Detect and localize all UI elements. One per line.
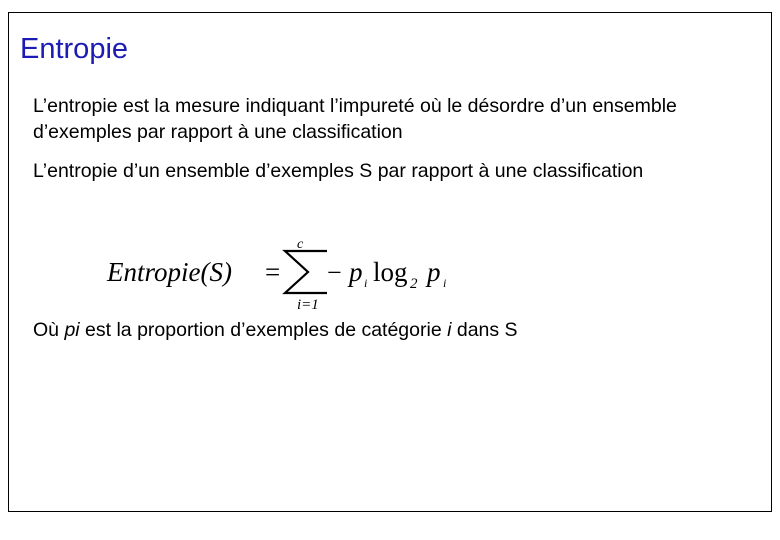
slide-frame: [8, 12, 772, 512]
formula-minus: −: [327, 258, 342, 287]
formula-sub2: i: [443, 276, 447, 290]
formula-log-base: 2: [410, 276, 418, 292]
formula-p1: p: [349, 257, 363, 287]
pi-variable: pi: [64, 319, 80, 341]
pi-explanation-text: [33, 317, 518, 343]
sigma-symbol: [285, 251, 327, 293]
formula-lower-limit: i=1: [297, 297, 319, 313]
pi-text-part3: dans S: [451, 319, 518, 341]
slide-title: Entropie: [20, 33, 129, 65]
formula-upper-limit: c: [297, 237, 304, 252]
definition-text: L’entropie est la mesure indiquant l’impureté où le désordre d’un ensemble d’exemples par rapport à une classification: [33, 95, 677, 143]
formula-sub1: i: [364, 276, 368, 290]
pi-text-part1: Où: [33, 319, 65, 341]
formula-equals: =: [265, 257, 281, 287]
formula-p2: p: [427, 257, 441, 287]
entropy-intro-text: L’entropie d’un ensemble d’exemples S par rapport à une classification: [33, 160, 644, 182]
pi-text-part2: est la proportion d’exemples de catégorie: [79, 319, 448, 341]
i-variable: i: [447, 319, 452, 341]
entropy-formula: [105, 225, 465, 315]
formula-lhs: Entropie(S): [107, 257, 232, 287]
formula-log: log: [373, 257, 408, 287]
